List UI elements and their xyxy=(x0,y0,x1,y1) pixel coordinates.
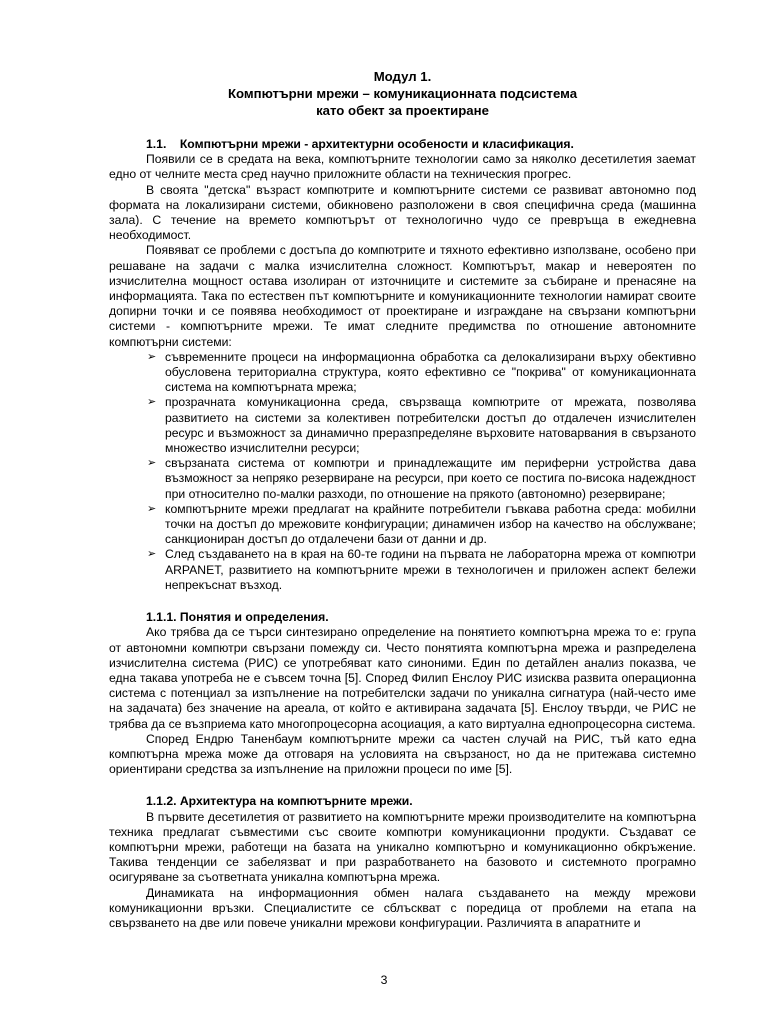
title-module: Модул 1. xyxy=(373,69,432,84)
advantages-list xyxy=(109,350,696,593)
document-title xyxy=(109,68,696,119)
list-item-text: компютърните мрежи предлагат на крайните потребители гъвкава работна среда: мобилни точки на достъп до мрежовите конфигурации; динамичен избор на качество на обслужване; санкциониран достъп до отдалечени бази от данни и др. xyxy=(165,501,696,547)
arrow-bullet-icon: ➢ xyxy=(147,350,157,363)
arrow-bullet-icon: ➢ xyxy=(147,396,157,409)
paragraph: Според Ендрю Таненбаум компютърните мрежи са частен случай на РИС, тъй като една компютърна мрежа може да отговаря на условията на свързаност, но да не притежава системно ориентирани средства за изпълнение на приложни процеси по име [5]. xyxy=(109,731,696,777)
arrow-bullet-icon: ➢ xyxy=(147,457,157,470)
arrow-bullet-icon: ➢ xyxy=(147,502,157,515)
list-item-text: съвременните процеси на информационна обработка са делокализирани върху обективно обусловена териториална структура, която ефективно се "покрива" от комуникационната система на компютърната мрежа; xyxy=(165,349,696,395)
list-item xyxy=(147,456,696,502)
paragraph: Появили се в средата на века, компютърните технологии само за няколко десетилетия заемат едно от челните места сред научно приложните области на техническия прогрес. xyxy=(109,152,696,182)
paragraph: В своята "детска" възраст компютрите и компютърните системи се развиват автономно под формата на локализирани системи, обикновено разположени в своя специфична среда (машинна зала). С течение на времето компютърът от технологично чудо се превръща в ежедневна необходимост. xyxy=(109,182,696,243)
list-item-text: прозрачната комуникационна среда, свързваща компютрите от мрежата, позволява развитието на системи за колективен потребителски достъп до отдалечен изчислителен ресурс и възможност за динамично преразпределяне върховите натоварвания в свързаното множество изчислителни ресурси; xyxy=(165,395,696,456)
paragraph: В първите десетилетия от развитието на компютърните мрежи производителите на компютърна техника предлагат съвместими със своите компютри комуникационни продукти. Създават се компютърни мрежи, работещи на базата на уникално компютърно и комуникационно обкръжение. Такива тенденции се забелязват и при разработването на базовото и системното програмно осигуряване за съответната уникална компютърна мрежа. xyxy=(109,809,696,885)
list-item xyxy=(147,501,696,548)
section-1-1-1-heading: 1.1.1. Понятия и определения. xyxy=(146,610,329,625)
list-item xyxy=(147,547,696,593)
list-item xyxy=(147,395,696,456)
page-number: 3 xyxy=(380,973,388,987)
section-1-1-2-heading: 1.1.2. Архитектура на компютърните мрежи. xyxy=(146,794,413,809)
section-1-1-heading: 1.1. Компютърни мрежи - архитектурни особености и класификация. xyxy=(146,137,574,151)
title-main: Компютърни мрежи – комуникационната подсистема xyxy=(227,86,578,101)
list-item xyxy=(147,349,696,396)
arrow-bullet-icon: ➢ xyxy=(147,548,157,561)
paragraph: Динамиката на информационния обмен налага създаването на между мрежови комуникационни връзки. Специалистите се сблъскват с поредица от проблеми на етапа на свързването на две или повече уникални мрежови конфигурации. Различията в апаратните и xyxy=(109,885,696,930)
list-item-text: След създаването на в края на 60-те години на първата не лабораторна мрежа от компютри ARPANET, развитието на компютърните мрежи в технологичен и приложен аспект бележи непрекъснат възход. xyxy=(165,547,696,592)
paragraph: Появяват се проблеми с достъпа до компютрите и тяхното ефективно използване, особено при решаване на задачи с малка изчислителна сложност. Компютърът, макар и невероятен по изчислителна мощност остава изолиран от източниците и системите за събиране и пренасяне на информацията. Така по естествен път компютърните и комуникационните технологии намират своите допирни точки и се появява необходимост от проектиране и изграждане на свързани компютърни системи - компютърните мрежи. Те имат следните предимства по отношение автономните компютърни системи: xyxy=(109,243,696,349)
paragraph: Ако трябва да се търси синтезирано определение на понятието компютърна мрежа то е: група от автономни компютри свързани помежду си. Често понятията компютърна мрежа и разпределена изчислителна система (РИС) се употребяват като синоними. Един по детайлен анализ показва, че една такава употреба не е съвсем точна [5]. Според Филип Енслоу РИС изисква развита операционна система с потенциал за изпълнение на потребителски задачи по уникална сигнатура (най-често име на задачата) без значение на ареала, от който е активирана задачата [5]. Енслоу твърди, че РИС не трябва да се възприема като многопроцесорна асоциация, а като виртуална еднопроцесорна система. xyxy=(109,625,696,731)
list-item-text: свързаната система от компютри и принадлежащите им периферни устройства дава възможност за непряко резервиране на ресурси, при което се постига по-висока надеждност при относително по-малки разходи, по отношение на прякото (автономно) резервиране; xyxy=(165,456,696,501)
spacer xyxy=(109,777,696,794)
spacer xyxy=(109,593,696,610)
title-sub: като обект за проектиране xyxy=(316,103,489,118)
